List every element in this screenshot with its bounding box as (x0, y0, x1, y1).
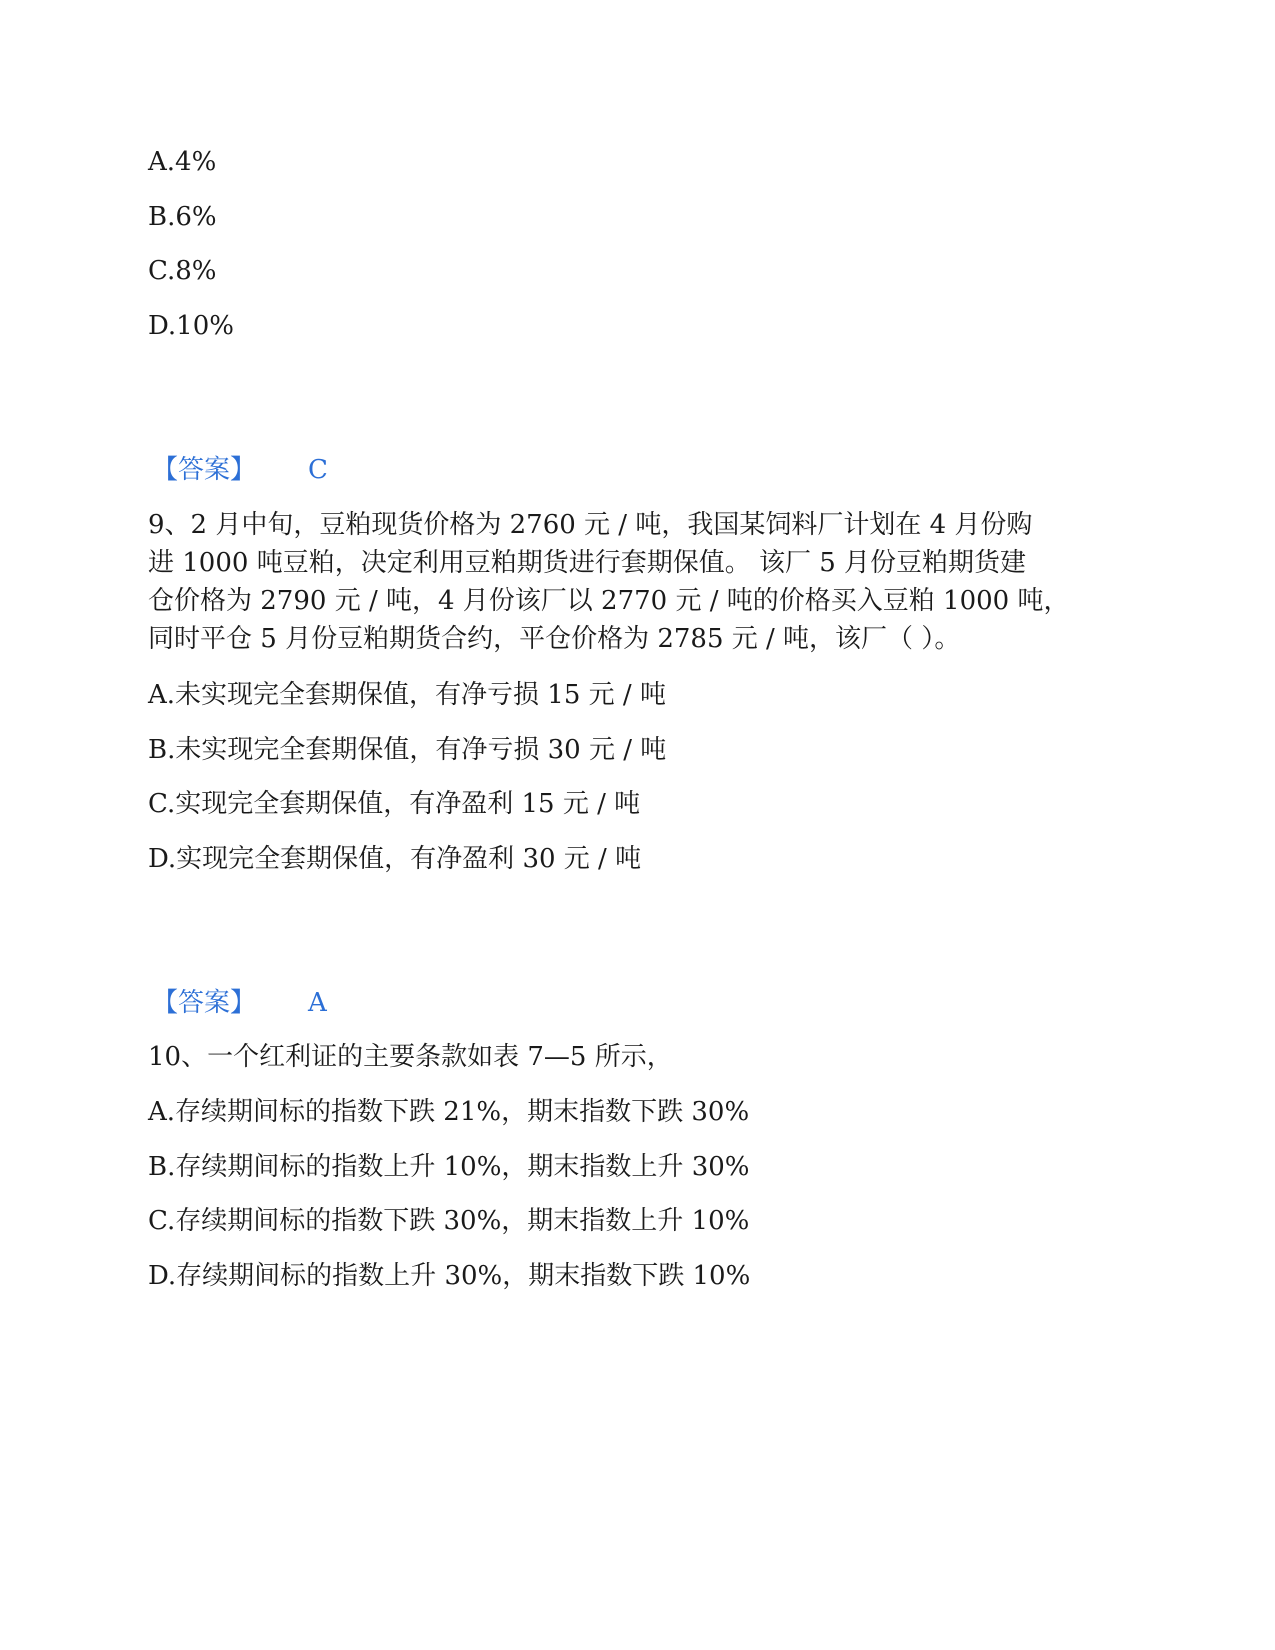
q9-option-b: B.未实现完全套期保值，有净亏损 30 元 / 吨 (148, 735, 667, 765)
q9-option-a: A.未实现完全套期保值，有净亏损 15 元 / 吨 (148, 680, 666, 710)
q8-option-b: B.6% (148, 202, 217, 232)
q9-stem-line-1: 9、2 月中旬，豆粕现货价格为 2760 元 / 吨，我国某饲料厂计划在 4 月份购 (148, 510, 1033, 540)
q10-option-b: B.存续期间标的指数上升 10%，期末指数上升 30% (148, 1152, 750, 1182)
q8-option-d: D.10% (148, 311, 234, 341)
answer-value: C (308, 455, 328, 485)
q9-option-d: D.实现完全套期保值，有净盈利 30 元 / 吨 (148, 844, 642, 874)
q8-option-c: C.8% (148, 256, 217, 286)
q10-option-a: A.存续期间标的指数下跌 21%，期末指数下跌 30% (148, 1097, 750, 1127)
q9-answer (152, 988, 327, 1018)
q9-stem-line-4: 同时平仓 5 月份豆粕期货合约，平仓价格为 2785 元 / 吨，该厂（ ）。 (148, 624, 961, 654)
q9-stem-line-3: 仓价格为 2790 元 / 吨，4 月份该厂以 2770 元 / 吨的价格买入豆粕 1000 吨， (148, 586, 1070, 616)
answer-label: 【答案】 (152, 988, 257, 1018)
q10-option-c: C.存续期间标的指数下跌 30%，期末指数上升 10% (148, 1206, 750, 1236)
q10-option-d: D.存续期间标的指数上升 30%，期末指数下跌 10% (148, 1261, 751, 1291)
q8-option-a: A.4% (148, 147, 217, 177)
answer-label: 【答案】 (152, 455, 257, 485)
q9-option-c: C.实现完全套期保值，有净盈利 15 元 / 吨 (148, 789, 641, 819)
q10-stem: 10、一个红利证的主要条款如表 7—5 所示， (148, 1042, 673, 1072)
answer-value: A (308, 988, 327, 1018)
q8-answer (152, 455, 328, 485)
q9-stem-line-2: 进 1000 吨豆粕，决定利用豆粕期货进行套期保值。 该厂 5 月份豆粕期货建 (148, 548, 1027, 578)
